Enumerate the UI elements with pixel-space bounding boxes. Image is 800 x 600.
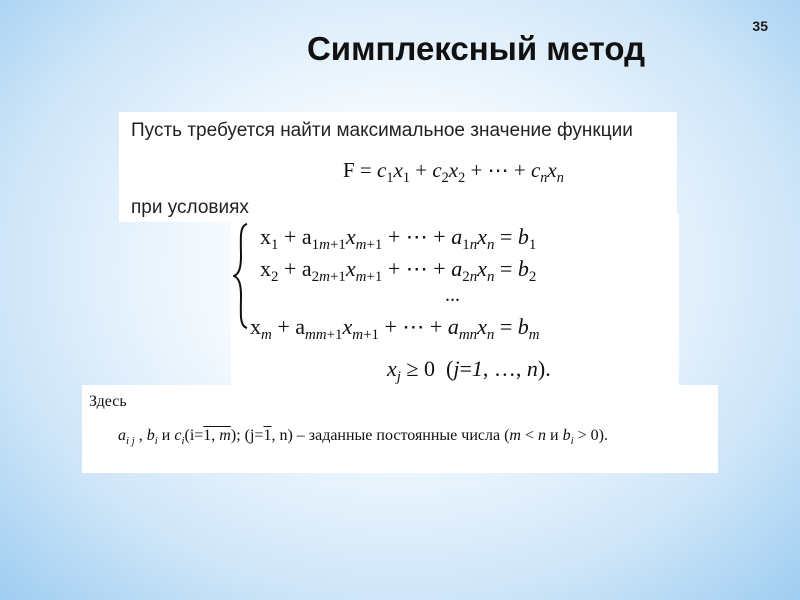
constraint-2: $x_2 + a_{2m+1}x_{m+1}$ + ⋯ + $a_{2n}x_n = b_2$ [260,256,537,286]
objective-function: $F = c_1x_1 + c_2x_2$ + ⋯ + $c_nx_n$ [343,158,564,186]
intro-text: Пусть требуется найти максимальное значение функции [131,120,633,141]
conditions-label: при условиях [131,197,249,218]
slide-title: Симплексный метод [306,30,646,67]
note-text: $a_{i j}$ , $b_i$ и $c_i(i=1$, m); (j=1, n) – заданные постоянные числа (m < n и $b_i > 0$). [118,427,608,447]
note-label: Здесь [89,393,127,410]
nonnegativity-condition: $x_j \ge 0$ (j=1, …, n). [387,356,551,386]
constraint-1: $x_1 + a_{1m+1}x_{m+1}$ + ⋯ + $a_{1n}x_n = b_1$ [260,224,537,254]
constraint-ellipsis: ... [445,284,460,306]
constraint-m: $x_m + a_{mm+1}x_{m+1}$ + ⋯ + $a_{mn}x_n = b_m$ [250,314,540,344]
left-brace-icon [233,222,249,330]
slide-number: 35 [752,18,768,34]
